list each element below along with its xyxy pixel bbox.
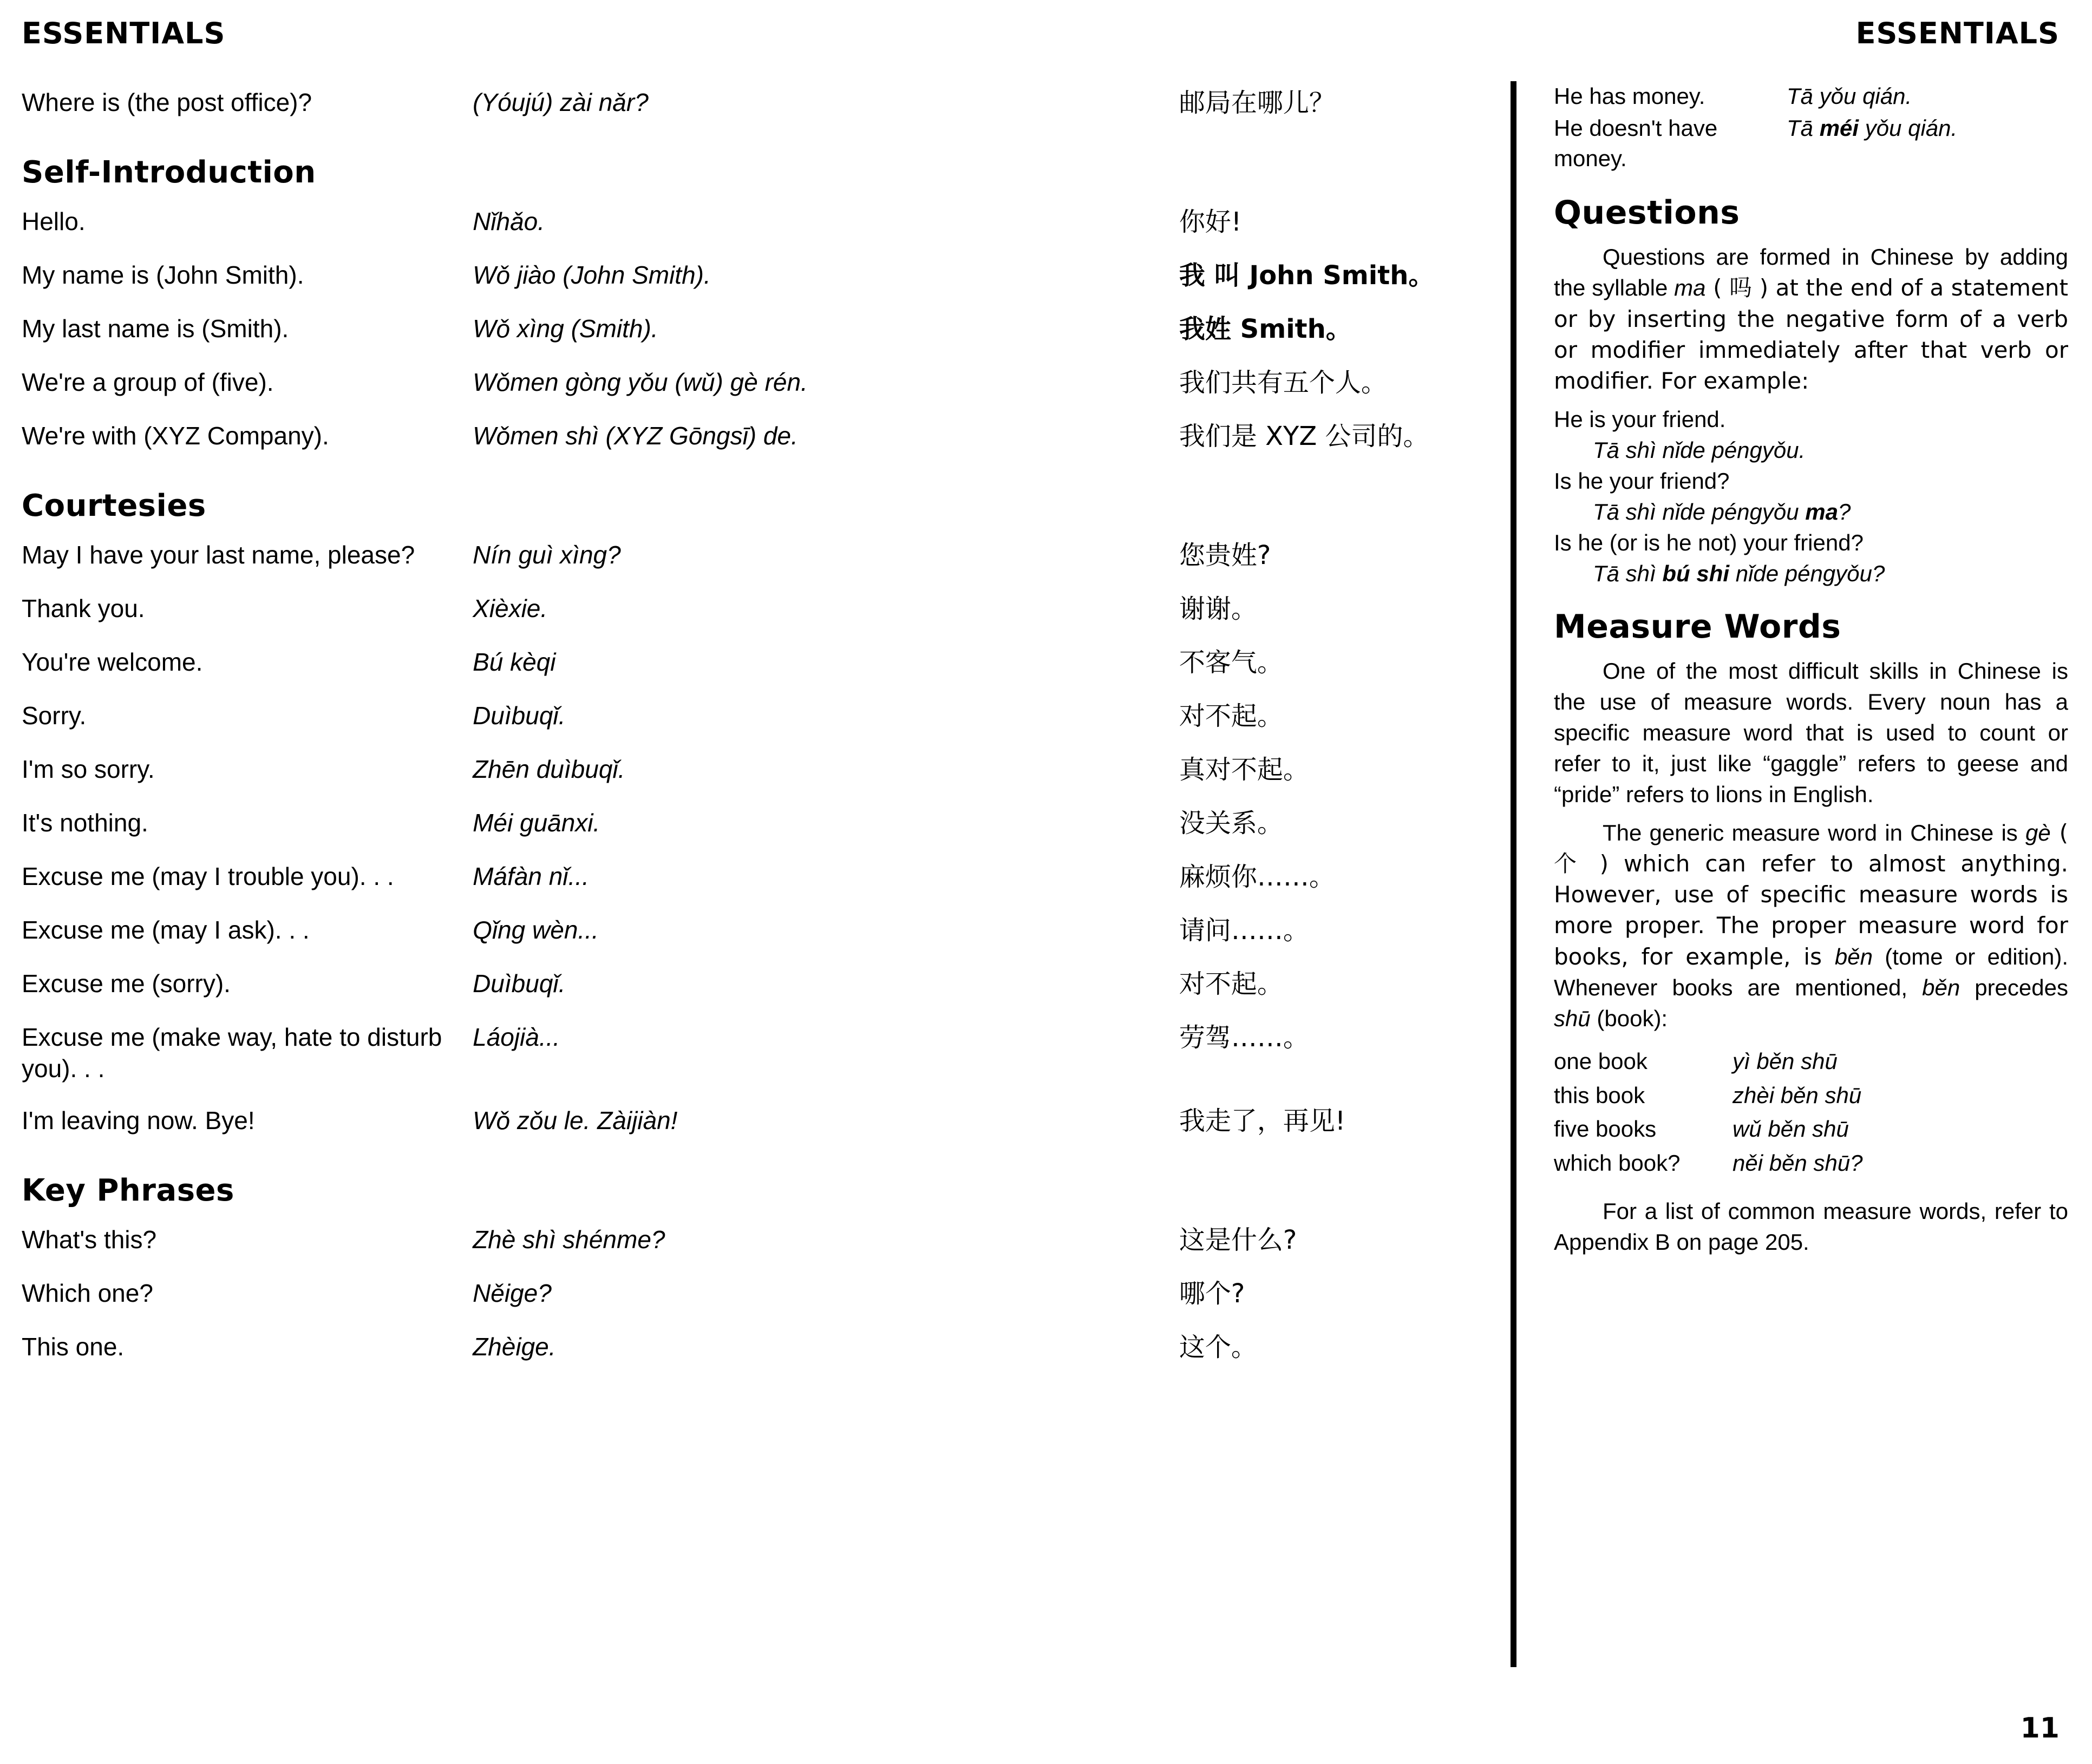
pinyin-text: Tā yǒu qián.	[1787, 83, 1912, 109]
mw-example-english: five books	[1554, 1116, 1657, 1142]
phrase-pinyin: Zhè shì shénme?	[473, 1225, 665, 1254]
table-row	[22, 914, 1483, 968]
mw-t4: precedes	[1960, 974, 2068, 1000]
phrase-chinese: 请问……。	[1179, 915, 1309, 946]
table-row	[1554, 1113, 2068, 1147]
phrase-chinese: 这个。	[1179, 1332, 1257, 1363]
table-row	[22, 807, 1483, 861]
py-1: Tā shì nǐde péngyǒu.	[1593, 437, 1806, 463]
left-column	[22, 87, 1483, 1385]
phrase-pinyin: Nín guì xìng?	[473, 540, 621, 569]
phrase-chinese: 你好!	[1179, 207, 1242, 238]
phrase-english: This one.	[22, 1333, 125, 1361]
table-row	[22, 753, 1483, 807]
phrase-chinese: 我 叫 John Smith。	[1179, 260, 1435, 291]
phrase-chinese: 我们是 XYZ 公司的。	[1179, 421, 1429, 451]
table-row	[22, 206, 1483, 259]
phrase-english: I'm leaving now. Bye!	[22, 1106, 255, 1135]
phrase-chinese: 您贵姓?	[1179, 540, 1271, 570]
phrase-pinyin: Zhèige.	[473, 1333, 556, 1361]
phrase-english: Excuse me (may I ask). . .	[22, 915, 310, 944]
phrase-pinyin: Duìbuqǐ.	[473, 701, 566, 730]
phrase-english: We're a group of (five).	[22, 368, 274, 396]
example-pinyin	[1787, 113, 2068, 175]
question-example-statement: He is your friend.	[1554, 406, 1726, 432]
table-row	[22, 259, 1483, 313]
pinyin-text: Tā	[1787, 115, 1820, 141]
mw-example-english: which book?	[1554, 1150, 1681, 1176]
table-row	[1554, 81, 2068, 113]
phrase-english: It's nothing.	[22, 808, 148, 837]
phrase-pinyin: Xièxie.	[473, 594, 548, 622]
section-heading-measure-words: Measure Words	[1554, 607, 1841, 646]
phrase-pinyin: Máfàn nǐ...	[473, 862, 589, 890]
example-english: He has money.	[1554, 83, 1705, 109]
phrase-english: I'm so sorry.	[22, 755, 155, 783]
phrase-chinese: 真对不起。	[1179, 754, 1309, 785]
phrase-pinyin: Wǒmen gòng yǒu (wǔ) gè rén.	[473, 368, 808, 396]
phrase-chinese: 我姓 Smith。	[1179, 313, 1352, 344]
section-heading-courtesies: Courtesies	[22, 488, 206, 523]
question-example-pinyin	[1593, 496, 2068, 527]
column-divider	[1511, 81, 1516, 1667]
phrase-english: Which one?	[22, 1279, 153, 1308]
phrase-chinese: 我们共有五个人。	[1179, 367, 1387, 398]
question-example-pinyin	[1593, 435, 2068, 465]
phrase-english: Where is (the post office)?	[22, 88, 312, 116]
phrase-pinyin: Wǒ zǒu le. Zàijiàn!	[473, 1106, 678, 1135]
phrase-chinese: 哪个?	[1179, 1278, 1245, 1309]
py-1: Tā shì	[1593, 561, 1663, 587]
phrase-chinese: 劳驾……。	[1179, 1022, 1309, 1053]
phrase-pinyin: Duìbuqǐ.	[473, 969, 566, 998]
phrase-pinyin: Méi guānxi.	[473, 808, 600, 837]
section-heading-questions: Questions	[1554, 194, 1740, 232]
phrase-english: Excuse me (make way, hate to disturb you). . .	[22, 1022, 442, 1083]
table-row	[22, 1021, 1483, 1105]
table-row	[1554, 1046, 2068, 1080]
header-left: ESSENTIALS	[22, 16, 226, 50]
table-row	[22, 1331, 1483, 1385]
mw-t5: (book):	[1590, 1005, 1668, 1031]
header-right: ESSENTIALS	[1855, 16, 2060, 50]
table-row	[1554, 1080, 2068, 1114]
table-row	[22, 87, 1483, 140]
phrase-pinyin: Něige?	[473, 1279, 552, 1308]
phrase-pinyin: Qǐng wèn...	[473, 915, 599, 944]
phrase-chinese: 没关系。	[1179, 808, 1283, 838]
phrase-pinyin: Nǐhǎo.	[473, 207, 545, 236]
table-row	[22, 1277, 1483, 1331]
phrase-table	[22, 87, 1483, 1385]
phrase-pinyin: Wǒmen shì (XYZ Gōngsī) de.	[473, 421, 798, 450]
pinyin-text-2: yǒu qián.	[1859, 115, 1958, 141]
table-row	[1554, 113, 2068, 175]
question-example-pinyin	[1593, 558, 2068, 589]
phrase-chinese: 不客气。	[1179, 647, 1283, 678]
mw-example-pinyin: něi běn shū?	[1733, 1150, 1863, 1176]
phrase-chinese: 对不起。	[1179, 700, 1283, 731]
mw-italic-ben: běn	[1834, 943, 1873, 969]
mw-italic-ben-2: běn	[1922, 974, 1960, 1000]
table-row	[22, 700, 1483, 753]
phrase-chinese: 对不起。	[1179, 968, 1283, 999]
phrase-english: What's this?	[22, 1225, 157, 1254]
phrase-english: Excuse me (may I trouble you). . .	[22, 862, 394, 890]
table-row	[22, 593, 1483, 646]
example-english: He doesn't have money.	[1554, 115, 1718, 171]
section-heading-key-phrases: Key Phrases	[22, 1173, 234, 1209]
table-row	[22, 539, 1483, 593]
right-column	[1554, 81, 2068, 1265]
mw-example-english: this book	[1554, 1082, 1645, 1108]
section-heading-self-introduction: Self-Introduction	[22, 154, 316, 190]
pinyin-emphasis: méi	[1819, 115, 1859, 141]
phrase-pinyin: Wǒ xìng (Smith).	[473, 314, 658, 343]
table-row	[1554, 1147, 2068, 1182]
py-2: ?	[1838, 499, 1851, 525]
questions-paragraph	[1554, 241, 2068, 396]
phrase-english: My last name is (Smith).	[22, 314, 289, 343]
section-row	[22, 140, 1483, 206]
section-row	[22, 474, 1483, 539]
mw-example-english: one book	[1554, 1048, 1648, 1074]
phrase-english: Sorry.	[22, 701, 87, 730]
question-example-statement: Is he (or is he not) your friend?	[1554, 530, 1864, 556]
phrase-english: We're with (XYZ Company).	[22, 421, 329, 450]
mw-example-pinyin: wǔ běn shū	[1733, 1116, 1849, 1142]
phrase-english: Excuse me (sorry).	[22, 969, 231, 998]
section-row	[22, 1158, 1483, 1224]
page-number: 11	[2020, 1712, 2060, 1745]
phrase-pinyin: Zhēn duìbuqǐ.	[473, 755, 625, 783]
questions-text-2: ( 吗 ) at the end of a statement or by inserting the negative form of a verb or modifier immediately after that verb or modifier. For example:	[1554, 274, 2068, 394]
mw-example-pinyin: zhèi běn shū	[1733, 1082, 1862, 1108]
phrase-english: May I have your last name, please?	[22, 540, 415, 569]
table-row	[22, 313, 1483, 366]
measure-words-paragraph-1: One of the most difficult skills in Chinese is the use of measure words. Every noun has a specific measure word that is used to count or refer to it, just like “gaggle” refers to geese and “pride” refers to lions in English.	[1554, 658, 2068, 807]
table-row	[22, 420, 1483, 474]
phrase-pinyin: Láojià...	[473, 1022, 560, 1051]
py-1: Tā shì nǐde péngyǒu	[1593, 499, 1806, 525]
phrase-english: Thank you.	[22, 594, 145, 622]
phrase-chinese: 这是什么?	[1179, 1225, 1297, 1256]
questions-text-1: Questions are formed in Chinese by adding the syllable	[1554, 244, 2068, 301]
money-examples-table	[1554, 81, 2068, 175]
phrase-english: You're welcome.	[22, 647, 203, 676]
question-example-statement: Is he your friend?	[1554, 468, 1730, 494]
phrase-english: My name is (John Smith).	[22, 261, 304, 290]
mw-t1: The generic measure word in Chinese is	[1603, 820, 2025, 846]
phrase-chinese: 邮局在哪儿？	[1179, 88, 1335, 118]
mw-italic-ge: gè	[2025, 820, 2051, 846]
phrase-pinyin: Wǒ jiào (John Smith).	[473, 261, 711, 290]
table-row	[22, 366, 1483, 420]
phrase-pinyin: (Yóujú) zài nǎr?	[473, 88, 649, 116]
py-bold: bú shi	[1662, 561, 1730, 587]
phrase-chinese: 麻烦你……。	[1179, 861, 1335, 892]
table-row	[22, 1105, 1483, 1158]
table-row	[22, 861, 1483, 914]
py-2: nǐde péngyǒu?	[1729, 561, 1885, 587]
mw-example-pinyin: yì běn shū	[1733, 1048, 1838, 1074]
measure-word-examples-table	[1554, 1046, 2068, 1182]
measure-words-paragraph-2	[1554, 817, 2068, 1034]
phrase-chinese: 谢谢。	[1179, 593, 1257, 624]
measure-words-footer: For a list of common measure words, refer to Appendix B on page 205.	[1554, 1198, 2068, 1255]
table-row	[22, 968, 1483, 1021]
example-pinyin	[1787, 81, 2068, 113]
phrase-english: Hello.	[22, 207, 86, 236]
questions-italic-ma: ma	[1674, 275, 1706, 301]
mw-t2: ( 个 ) which can refer to almost anything. However, use of specific measure words is more proper. The proper measure word for books, for example, is	[1554, 819, 2068, 970]
phrase-pinyin: Bú kèqi	[473, 647, 556, 676]
table-row	[22, 1224, 1483, 1277]
table-row	[22, 646, 1483, 700]
mw-italic-shu: shū	[1554, 1005, 1591, 1031]
mw-t3: (tome or edition). Whenever books are mentioned,	[1554, 943, 2068, 1000]
phrase-chinese: 我走了，再见!	[1179, 1106, 1346, 1137]
py-bold: ma	[1805, 499, 1838, 525]
